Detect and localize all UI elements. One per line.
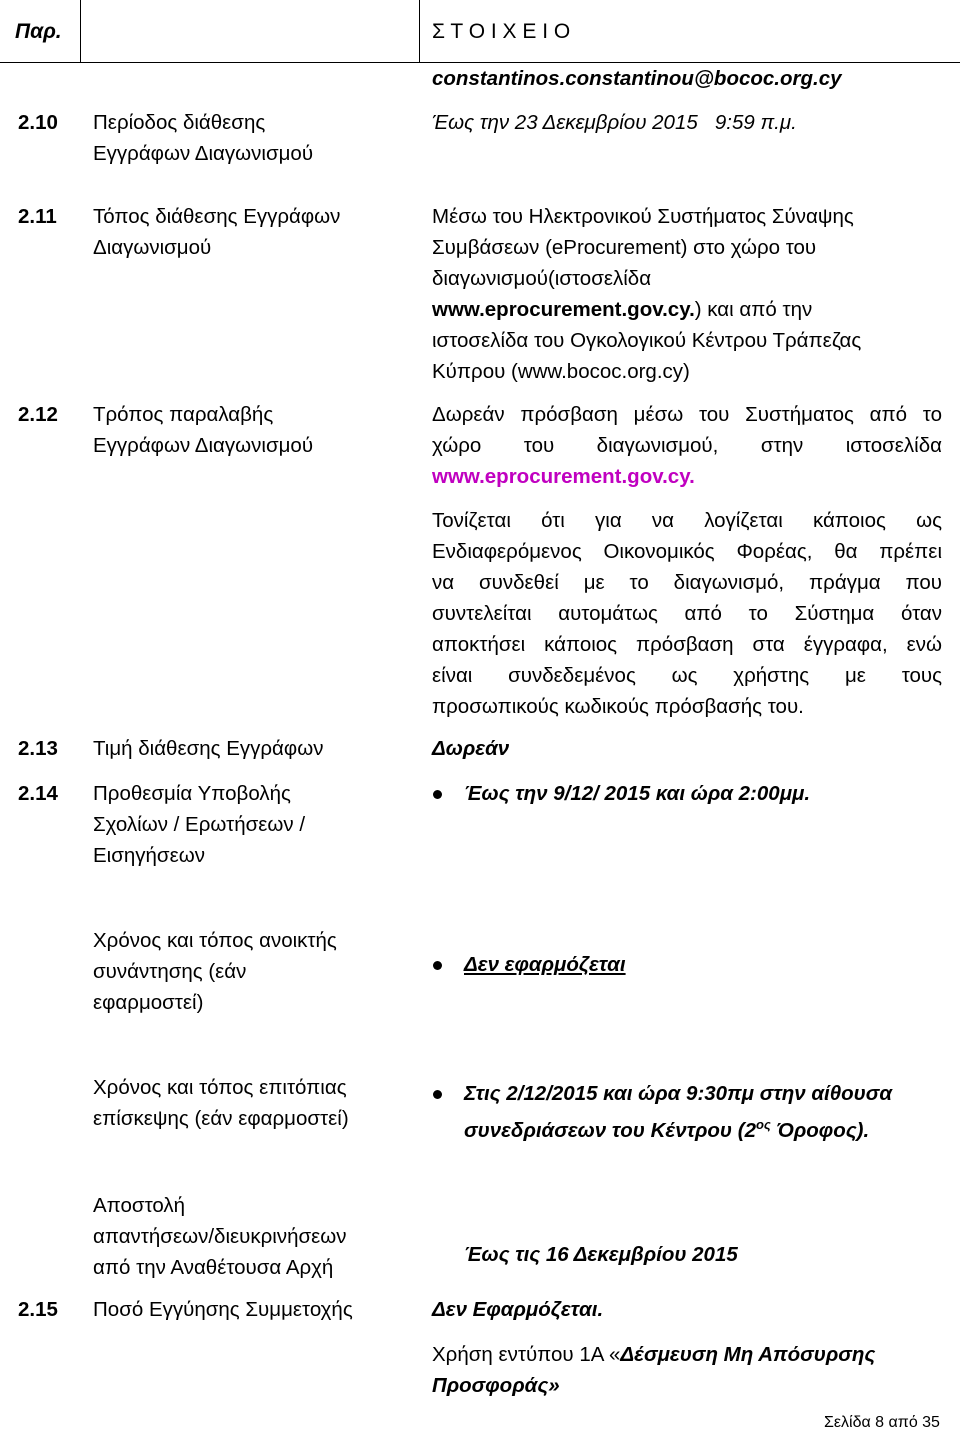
column-divider-2 — [419, 0, 420, 62]
answers-label-line1: Αποστολή — [93, 1194, 186, 1217]
bullet-dot — [433, 1090, 442, 1099]
meeting-value: Δεν εφαρμόζεται — [464, 953, 626, 976]
row-2-12-note-line3: να συνδεθεί με το διαγωνισμό, πράγμα που — [432, 571, 942, 594]
row-2-12-link[interactable]: www.eprocurement.gov.cy. — [432, 465, 695, 488]
row-2-11-value-line1: Μέσω του Ηλεκτρονικού Συστήματος Σύναψης — [432, 205, 854, 228]
row-2-15-note-line1 — [432, 1339, 875, 1370]
row-2-15-note-line2: Προσφοράς» — [432, 1374, 560, 1397]
visit-value-line2 — [464, 1109, 869, 1146]
row-2-11-value-line5: ιστοσελίδα του Ογκολογικού Κέντρου Τράπεζας — [432, 329, 862, 352]
row-2-12-value-line2: χώρο του διαγωνισμού, στην ιστοσελίδα — [432, 434, 942, 457]
row-2-12-value-line1: Δωρεάν πρόσβαση μέσω του Συστήματος από το — [432, 403, 942, 426]
row-2-14-label-line3: Εισηγήσεων — [93, 844, 205, 867]
row-2-11-link-suffix: ) και από την — [694, 298, 813, 321]
row-2-11-label-line2: Διαγωνισμού — [93, 236, 212, 259]
visit-label-line2: επίσκεψης (εάν εφαρμοστεί) — [93, 1107, 349, 1130]
row-2-10-value: Έως την 23 Δεκεμβρίου 2015 9:59 π.μ. — [432, 111, 797, 134]
row-2-12-note-line2: Ενδιαφερόμενος Οικονομικός Φορέας, θα πρέπει — [432, 540, 942, 563]
row-2-12-number: 2.12 — [18, 403, 58, 426]
row-2-11-value-line4 — [432, 294, 812, 325]
row-2-15-number: 2.15 — [18, 1298, 58, 1321]
bullet-dot — [433, 961, 442, 970]
row-2-15-note-emphasis: Δέσμευση Μη Απόσυρσης — [620, 1343, 876, 1366]
meeting-label-line3: εφαρμοστεί) — [93, 991, 204, 1014]
row-2-10-label-line2: Εγγράφων Διαγωνισμού — [93, 142, 314, 165]
row-2-12-note-line6: είναι συνδεδεμένος ως χρήστης με τους — [432, 664, 942, 687]
row-2-12-note-line7: προσωπικούς κωδικούς πρόσβασής του. — [432, 695, 804, 718]
row-2-12-label-line1: Τρόπος παραλαβής — [93, 403, 274, 426]
row-2-12-note-line1: Τονίζεται ότι για να λογίζεται κάποιος ως — [432, 509, 942, 532]
visit-value-line1: Στις 2/12/2015 και ώρα 9:30πμ στην αίθουσα — [464, 1082, 893, 1105]
row-2-15-value: Δεν Εφαρμόζεται. — [432, 1298, 604, 1321]
bullet-dot — [433, 790, 442, 799]
row-2-11-value-line6: Κύπρου (www.bococ.org.cy) — [432, 360, 690, 383]
row-2-14-label-line2: Σχολίων / Ερωτήσεων / — [93, 813, 306, 836]
answers-label-line3: από την Αναθέτουσα Αρχή — [93, 1256, 334, 1279]
row-2-15-note-text: Χρήση εντύπου 1Α « — [432, 1343, 621, 1366]
row-2-11-number: 2.11 — [18, 205, 57, 228]
page-number: Σελίδα 8 από 35 — [824, 1414, 940, 1431]
contact-email: constantinos.constantinou@bococ.org.cy — [432, 67, 842, 90]
eprocurement-link[interactable]: www.eprocurement.gov.cy. — [432, 298, 695, 321]
header-element: Σ Τ Ο Ι Χ Ε Ι Ο — [432, 20, 571, 43]
row-2-15-label: Ποσό Εγγύησης Συμμετοχής — [93, 1298, 353, 1321]
row-2-13-number: 2.13 — [18, 737, 58, 760]
answers-label-line2: απαντήσεων/διευκρινήσεων — [93, 1225, 347, 1248]
visit-value-line2-end: Όροφος). — [770, 1118, 870, 1142]
row-2-13-label: Τιμή διάθεσης Εγγράφων — [93, 737, 324, 760]
row-2-10-label-line1: Περίοδος διάθεσης — [93, 111, 266, 134]
row-2-13-value: Δωρεάν — [432, 737, 510, 760]
floor-superscript: ος — [755, 1117, 771, 1132]
row-2-10-number: 2.10 — [18, 111, 58, 134]
row-2-14-label-line1: Προθεσμία Υποβολής — [93, 782, 291, 805]
answers-value: Έως τις 16 Δεκεμβρίου 2015 — [464, 1243, 738, 1266]
meeting-label-line2: συνάντησης (εάν — [93, 960, 247, 983]
row-2-12-note-line5: αποκτήσει κάποιος πρόσβαση στα έγγραφα, ενώ — [432, 633, 942, 656]
row-2-11-value-line2: Συμβάσεων (eProcurement) στο χώρο του — [432, 236, 817, 259]
visit-label-line1: Χρόνος και τόπος επιτόπιας — [93, 1076, 347, 1099]
row-2-12-note-line4: συντελείται αυτομάτως από το Σύστημα όταν — [432, 602, 942, 625]
row-2-11-label-line1: Τόπος διάθεσης Εγγράφων — [93, 205, 341, 228]
row-2-11-value-line3: διαγωνισμού(ιστοσελίδα — [432, 267, 652, 290]
row-2-14-value: Έως την 9/12/ 2015 και ώρα 2:00μμ. — [464, 782, 811, 805]
visit-value-line2-text: συνεδριάσεων του Κέντρου (2 — [464, 1118, 756, 1142]
column-divider-1 — [80, 0, 81, 62]
header-paragraph: Παρ. — [15, 20, 62, 43]
row-2-12-label-line2: Εγγράφων Διαγωνισμού — [93, 434, 314, 457]
meeting-label-line1: Χρόνος και τόπος ανοικτής — [93, 929, 337, 952]
row-2-14-number: 2.14 — [18, 782, 58, 805]
